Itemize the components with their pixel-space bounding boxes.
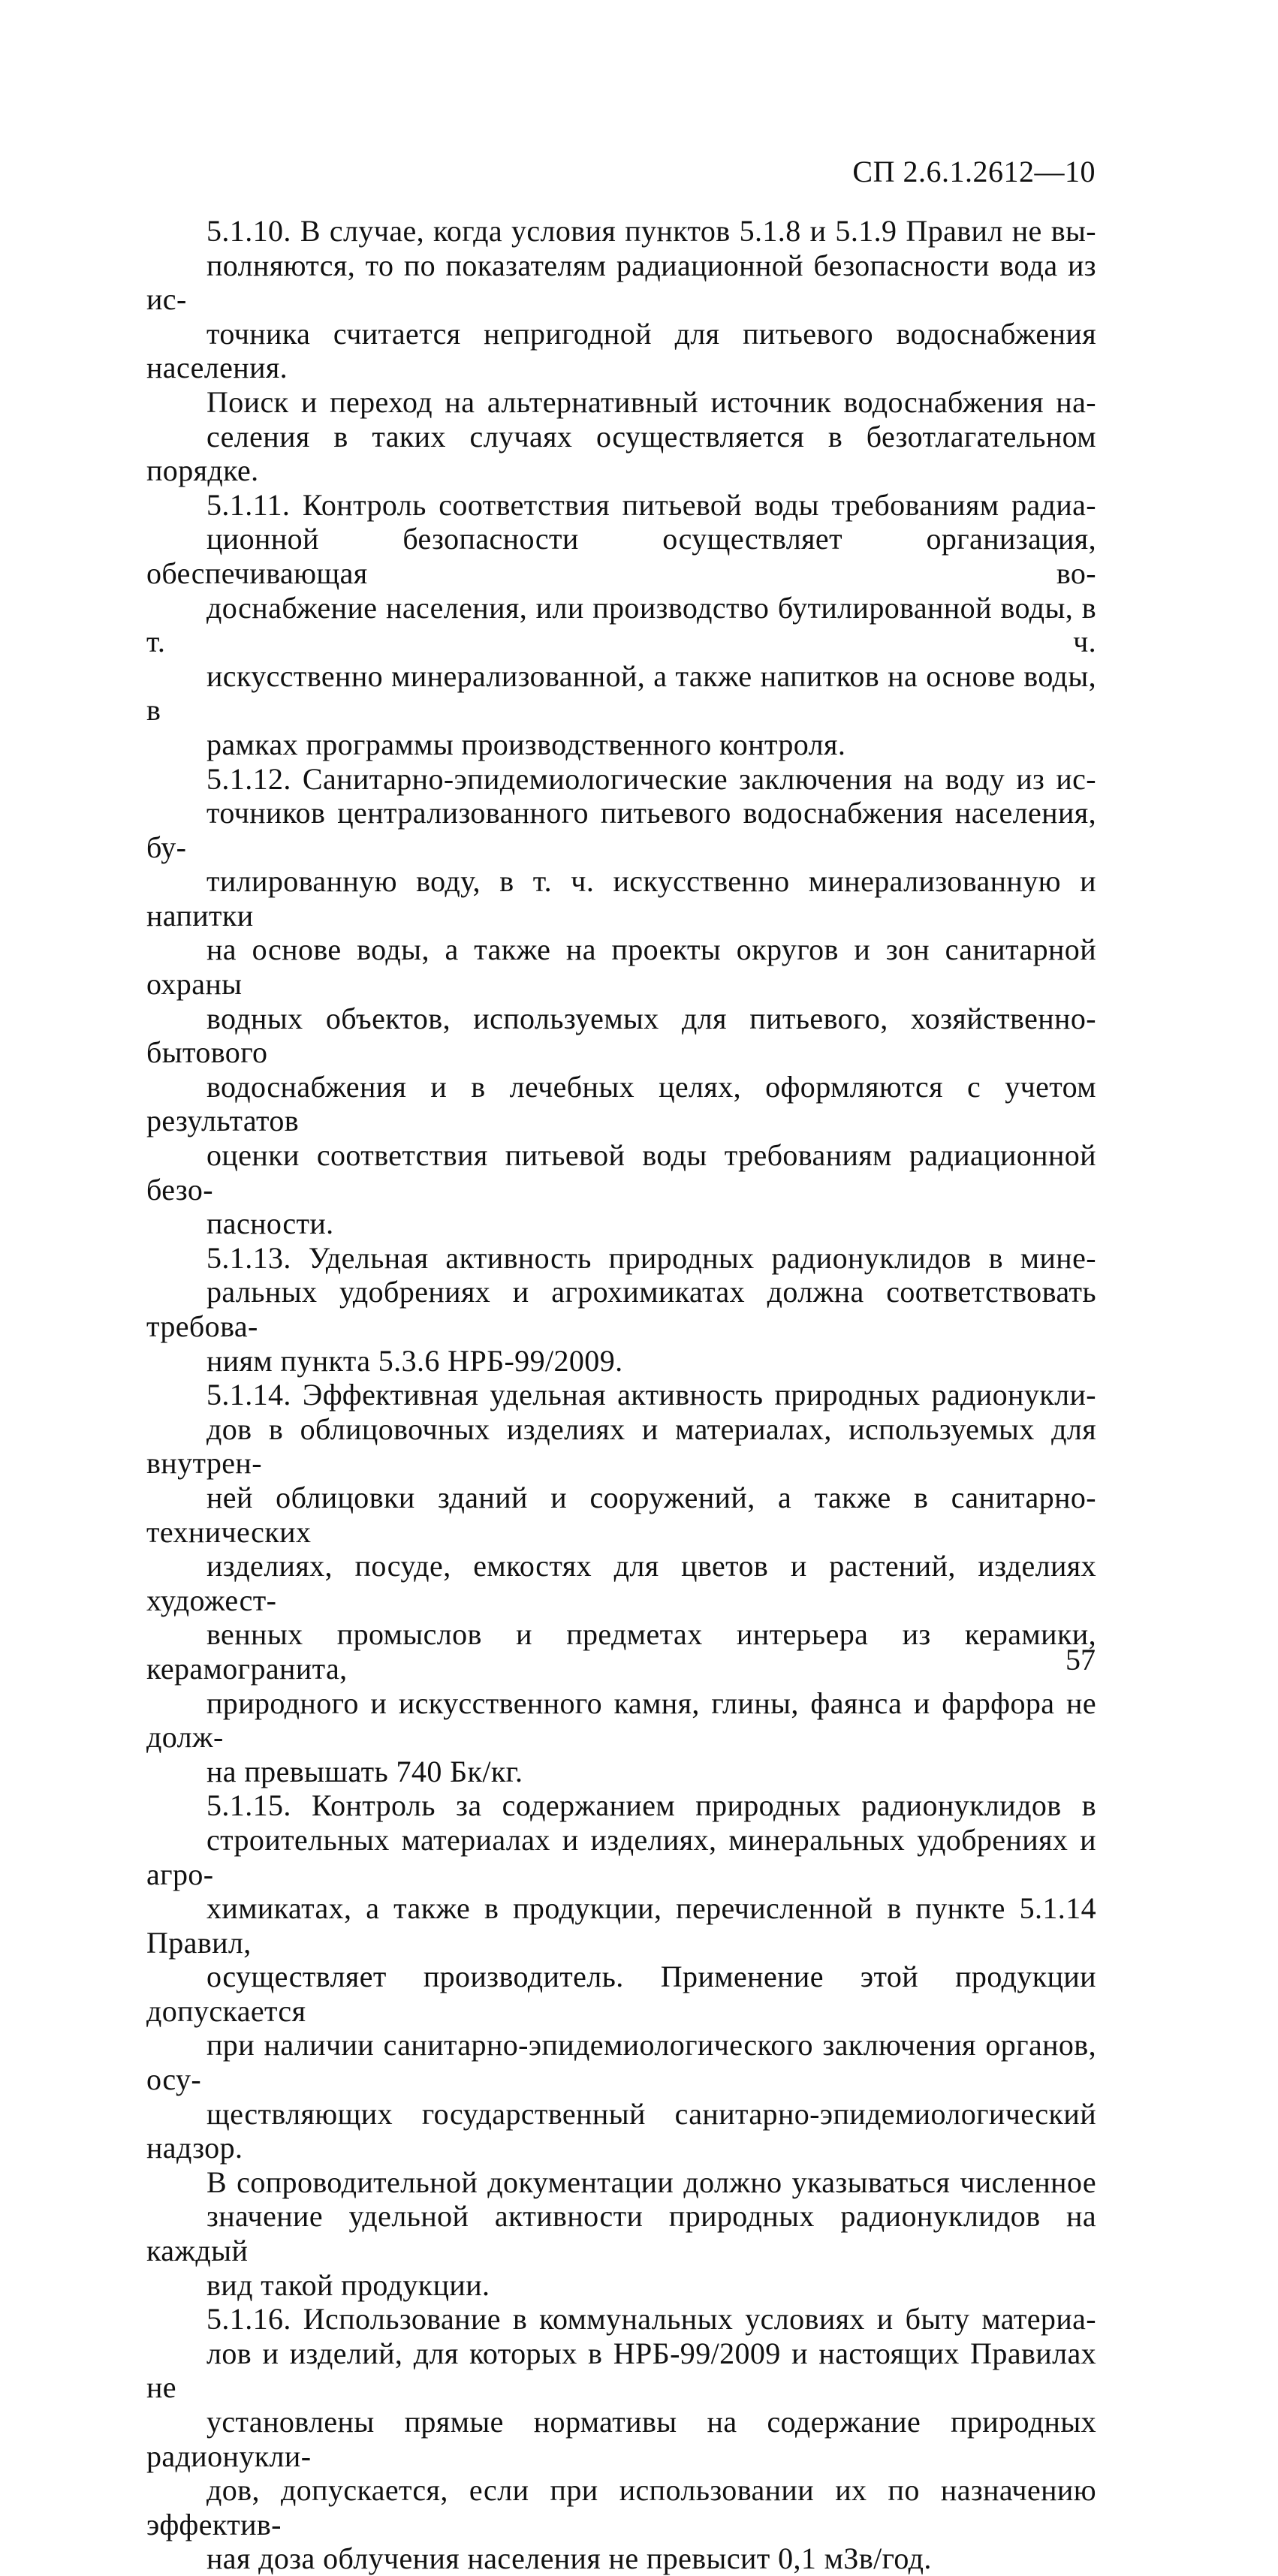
text-line: ниям пункта 5.3.6 НРБ-99/2009. [206, 1343, 623, 1378]
text-line: осуществляет производитель. Применение этой продукции допускается [146, 1960, 1096, 2028]
text-line: искусственно минерализованной, а также напитков на основе воды, в [146, 658, 1096, 728]
text-line: значение удельной активности природных радионуклидов на каждый [146, 2199, 1096, 2268]
text-line: дов, допускается, если при использовании их по назначению эффектив- [146, 2473, 1096, 2541]
paragraph-5-1-11 [146, 488, 1096, 762]
text-line: Поиск и переход на альтернативный источник водоснабжения на- [206, 384, 1096, 419]
text-line: водных объектов, используемых для питьевого, хозяйственно-бытового [146, 1001, 1096, 1070]
text-line: водоснабжения и в лечебных целях, оформляются с учетом результатов [146, 1069, 1096, 1138]
paragraph-5-1-14 [146, 1378, 1096, 1788]
text-line: В сопроводительной документации должно указываться численное [206, 2165, 1096, 2199]
text-line: установлены прямые нормативы на содержание природных радионукли- [146, 2405, 1096, 2473]
text-line: пасности. [206, 1207, 334, 1241]
text-line: 5.1.11. Контроль соответствия питьевой воды требованиям радиа- [206, 487, 1096, 522]
text-line: доснабжение населения, или производство бутилированной воды, в т. ч. [146, 590, 1096, 659]
text-line: ная доза облучения населения не превысит 0,1 мЗв/год. [206, 2541, 932, 2576]
text-line: точника считается непригодной для питьевого водоснабжения населения. [146, 316, 1096, 385]
text-line: 5.1.14. Эффективная удельная активность природных радионукли- [206, 1378, 1096, 1412]
paragraph-alternative-source [146, 385, 1096, 488]
text-line: точников централизованного питьевого водоснабжения населения, бу- [146, 796, 1096, 864]
text-line: при наличии санитарно-эпидемиологического заключения органов, осу- [146, 2028, 1096, 2097]
text-line: вид такой продукции. [206, 2267, 490, 2302]
document-code-header: СП 2.6.1.2612—10 [852, 155, 1096, 188]
text-line: венных промыслов и предметах интерьера из керамики, керамогранита, [146, 1617, 1096, 1686]
paragraph-5-1-12 [146, 762, 1096, 1241]
text-line: 5.1.16. Использование в коммунальных условиях и быту материа- [206, 2302, 1096, 2336]
text-line: ральных удобрениях и агрохимикатах должна соответствовать требова- [146, 1275, 1096, 1343]
text-line: 5.1.10. В случае, когда условия пунктов 5.1.8 и 5.1.9 Правил не вы- [206, 214, 1096, 248]
text-line: химикатах, а также в продукции, перечисленной в пункте 5.1.14 Правил, [146, 1891, 1096, 1960]
text-line: 5.1.12. Санитарно-эпидемиологические заключения на воду из ис- [206, 761, 1096, 796]
text-line: ционной безопасности осуществляет организация, обеспечивающая во- [146, 522, 1096, 590]
paragraph-5-1-10 [146, 214, 1096, 385]
document-body [146, 214, 1096, 2576]
text-line: на основе воды, а также на проекты округов и зон санитарной охраны [146, 932, 1096, 1002]
text-line: тилированную воду, в т. ч. искусственно минерализованную и напитки [146, 864, 1096, 932]
text-line: рамках программы производственного контроля. [206, 727, 846, 761]
text-line: ней облицовки зданий и сооружений, а также в санитарно-технических [146, 1480, 1096, 1549]
page-number: 57 [1066, 1643, 1096, 1677]
text-line: природного и искусственного камня, глины, фаянса и фарфора не долж- [146, 1686, 1096, 1755]
text-line: полняются, то по показателям радиационной безопасности вода из ис- [146, 248, 1096, 317]
text-line: оценки соответствия питьевой воды требованиям радиационной безо- [146, 1138, 1096, 1207]
text-line: лов и изделий, для которых в НРБ-99/2009 и настоящих Правилах не [146, 2336, 1096, 2405]
text-line: строительных материалах и изделиях, минеральных удобрениях и агро- [146, 1822, 1096, 1891]
paragraph-5-1-16 [146, 2302, 1096, 2576]
paragraph-accompanying-docs [146, 2165, 1096, 2302]
text-line: ществляющих государственный санитарно-эпидемиологический надзор. [146, 2096, 1096, 2165]
text-line: 5.1.15. Контроль за содержанием природных радионуклидов в [206, 1788, 1096, 1823]
paragraph-5-1-15 [146, 1788, 1096, 2165]
text-line: селения в таких случаях осуществляется в безотлагательном порядке. [146, 419, 1096, 488]
text-line: 5.1.13. Удельная активность природных радионуклидов в мине- [206, 1240, 1096, 1275]
paragraph-5-1-13 [146, 1241, 1096, 1378]
text-line: изделиях, посуде, емкостях для цветов и растений, изделиях художест- [146, 1549, 1096, 1617]
text-line: на превышать 740 Бк/кг. [206, 1754, 523, 1788]
text-line: дов в облицовочных изделиях и материалах, используемых для внутрен- [146, 1412, 1096, 1481]
